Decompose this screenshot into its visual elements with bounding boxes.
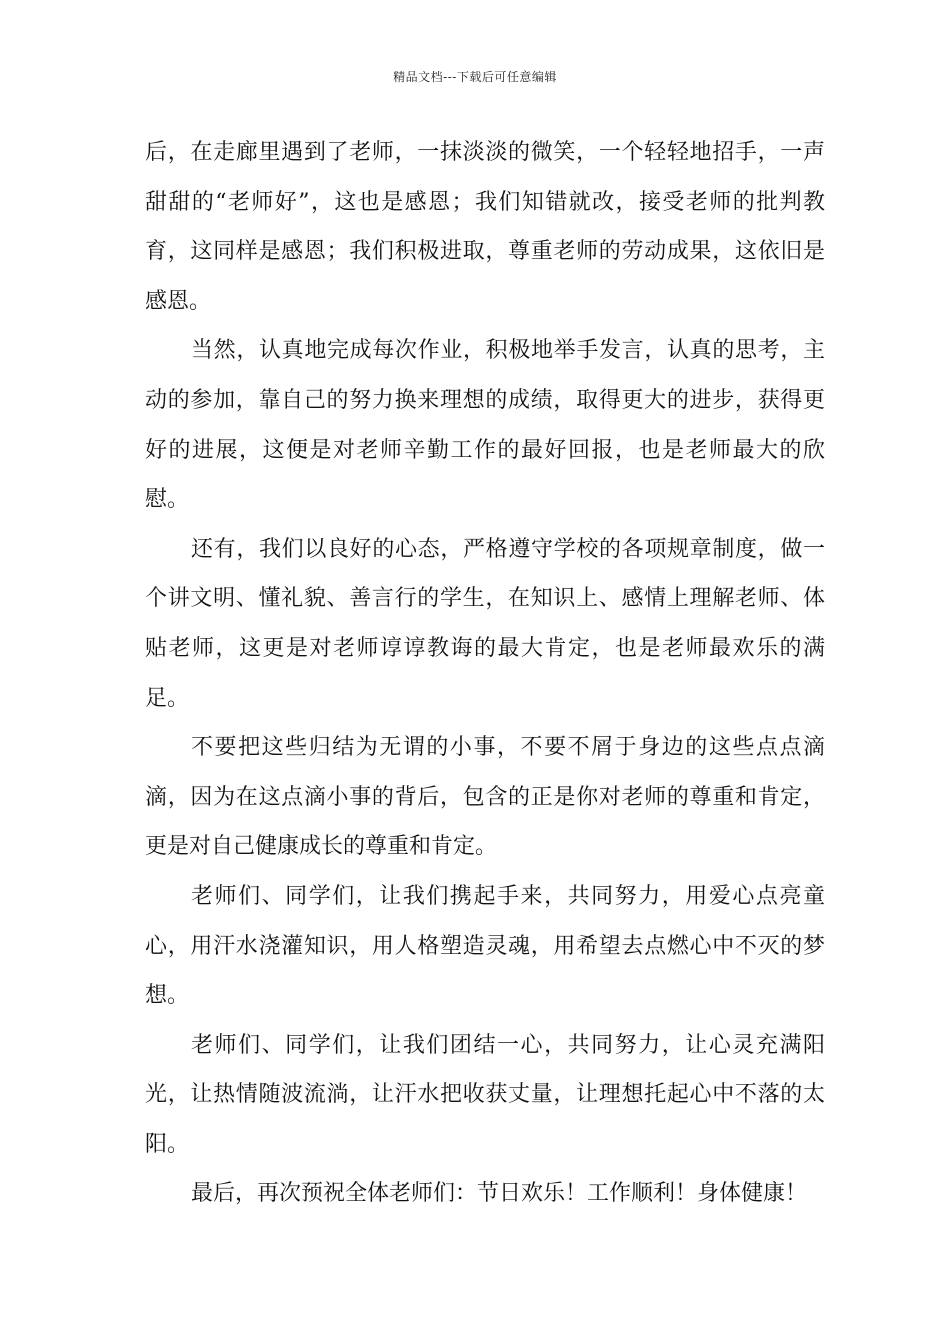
paragraph-4: 不要把这些归结为无谓的小事，不要不屑于身边的这些点点滴滴，因为在这点滴小事的背后，包含的正是你对老师的尊重和肯定，更是对自己健康成长的尊重和肯定。 (145, 735, 825, 860)
paragraph-3: 还有，我们以良好的心态，严格遵守学校的各项规章制度，做一个讲文明、懂礼貌、善言行的学生，在知识上、感情上理解老师、体贴老师，这更是对老师谆谆教诲的最大肯定，也是老师最欢乐的满足。 (145, 536, 825, 711)
paragraph-6: 老师们、同学们，让我们团结一心，共同努力，让心灵充满阳光，让热情随波流淌，让汗水把收获丈量，让理想托起心中不落的太阳。 (145, 1032, 825, 1157)
paragraph-5: 老师们、同学们，让我们携起手来，共同努力，用爱心点亮童心，用汗水浇灌知识，用人格塑造灵魂，用希望去点燃心中不灭的梦想。 (145, 883, 825, 1009)
paragraph-2: 当然，认真地完成每次作业，积极地举手发言，认真的思考，主动的参加，靠自己的努力换来理想的成绩，取得更大的进步，获得更好的进展，这便是对老师辛勤工作的最好回报，也是老师最大的欣慰。 (145, 338, 825, 513)
page-header: 精品文档---下载后可任意编辑 (393, 70, 557, 84)
paragraph-7: 最后，再次预祝全体老师们：节日欢乐！工作顺利！身体健康！ (191, 1181, 808, 1207)
paragraph-1: 后，在走廊里遇到了老师，一抹淡淡的微笑，一个轻轻地招手，一声甜甜的“老师好”，这也是感恩；我们知错就改，接受老师的批判教育，这同样是感恩；我们积极进取，尊重老师的劳动成果，这依旧是感恩。 (145, 140, 825, 314)
document-body (145, 128, 825, 1219)
